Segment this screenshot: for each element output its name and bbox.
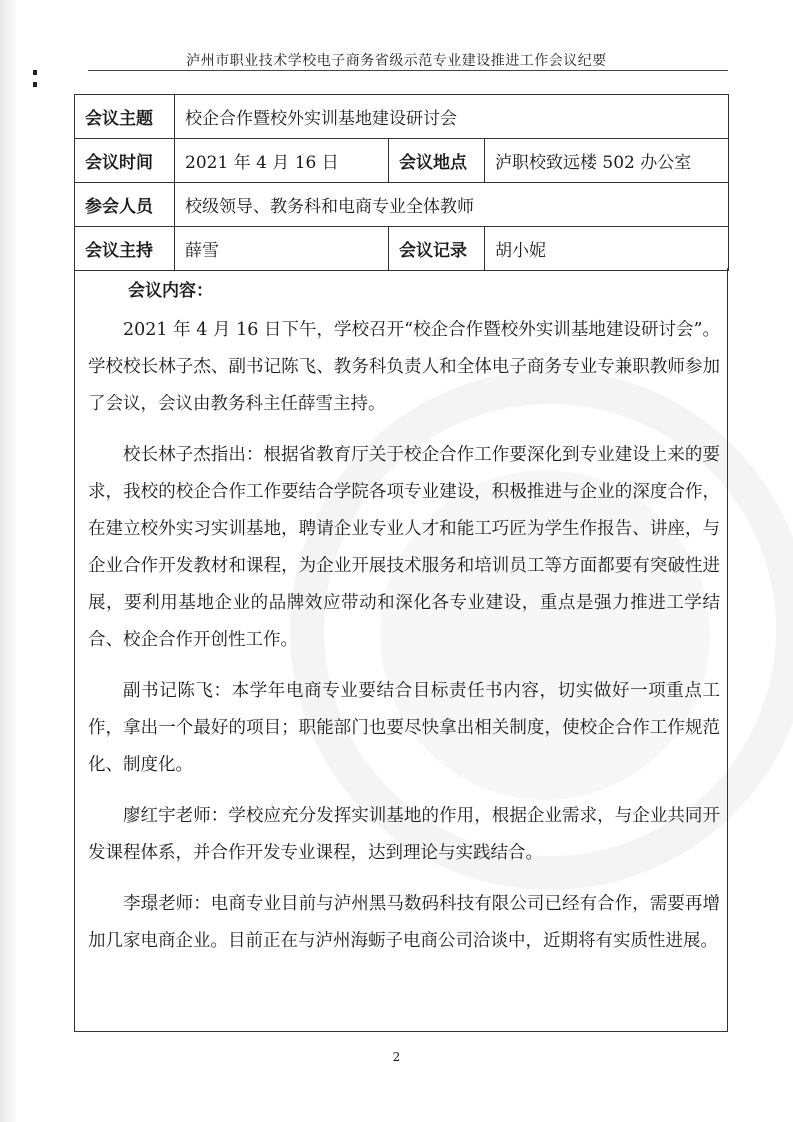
- time-label: 会议时间: [75, 139, 175, 183]
- location-label: 会议地点: [389, 139, 485, 183]
- meeting-info-table: [74, 94, 729, 271]
- topic-label: 会议主题: [75, 95, 175, 139]
- scan-mark: [33, 82, 37, 87]
- topic-row: [75, 95, 729, 139]
- scan-mark: [33, 70, 37, 75]
- attendees-row: [75, 183, 729, 227]
- host-recorder-row: [75, 227, 729, 271]
- page-number: 2: [392, 1050, 401, 1064]
- meeting-minutes-body: [88, 312, 720, 974]
- paragraph-principal: 校长林子杰指出：根据省教育厅关于校企合作工作要深化到专业建设上来的要求，我校的校企合作工作要结合学院各项专业建设，积极推进与企业的深度合作，在建立校外实习实训基地，聘请企业专业人才和能工巧匠为学生作报告、讲座，与企业合作开发教材和课程，为企业开展技术服务和培训员工等方面都要有突破性进展，要利用基地企业的品牌效应带动和深化各专业建设，重点是强力推进工学结合、校企合作开创性工作。: [88, 445, 720, 650]
- recorder-value: 胡小妮: [485, 227, 729, 271]
- page-header: 泸州市职业技术学校电子商务省级示范专业建设推进工作会议纪要: [186, 53, 607, 69]
- attendees-value: 校级领导、教务科和电商专业全体教师: [175, 183, 729, 227]
- paragraph-deputy-secretary: 副书记陈飞：本学年电商专业要结合目标责任书内容，切实做好一项重点工作，拿出一个最好的项目；职能部门也要尽快拿出相关制度，使校企合作工作规范化、制度化。: [88, 681, 720, 775]
- host-value: 薛雪: [175, 227, 389, 271]
- paragraph-teacher-liao: 廖红宇老师：学校应充分发挥实训基地的作用，根据企业需求，与企业共同开发课程体系，并合作开发专业课程，达到理论与实践结合。: [88, 806, 720, 863]
- time-value: 2021 年 4 月 16 日: [175, 139, 389, 183]
- recorder-label: 会议记录: [389, 227, 485, 271]
- host-label: 会议主持: [75, 227, 175, 271]
- paragraph-intro: 2021 年 4 月 16 日下午，学校召开“校企合作暨校外实训基地建设研讨会”。学校校长林子杰、副书记陈飞、教务科负责人和全体电子商务专业专兼职教师参加了会议，会议由教务科主任薛雪主持。: [88, 320, 720, 414]
- paragraph-teacher-li: 李璟老师：电商专业目前与泸州黑马数码科技有限公司已经有合作，需要再增加几家电商企业。目前正在与泸州海蛎子电商公司洽谈中，近期将有实质性进展。: [88, 894, 720, 951]
- header-divider: [88, 70, 728, 71]
- time-location-row: [75, 139, 729, 183]
- topic-value: 校企合作暨校外实训基地建设研讨会: [175, 95, 729, 139]
- attendees-label: 参会人员: [75, 183, 175, 227]
- location-value: 泸职校致远楼 502 办公室: [485, 139, 729, 183]
- scan-edge: [0, 0, 18, 1122]
- content-title: 会议内容：: [128, 281, 213, 301]
